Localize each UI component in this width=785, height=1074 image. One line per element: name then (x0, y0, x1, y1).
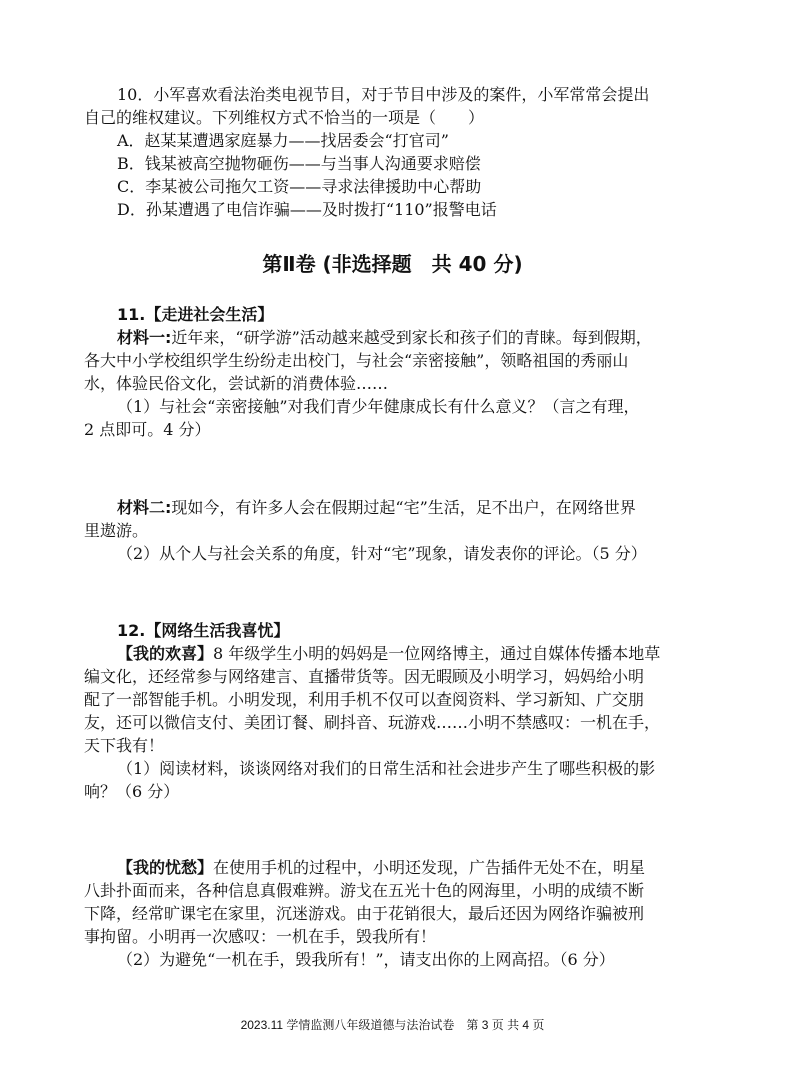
q12-joy-text: 8 年级学生小明的妈妈是一位网络博主，通过自媒体传播本地草 (213, 644, 661, 663)
q12-worry-line3: 下降，经常旷课宅在家里，沉迷游戏。由于花销很大，最后还因为网络诈骗被刑 (84, 904, 645, 923)
q11-sub2: （2）从个人与社会关系的角度，针对“宅”现象，请发表你的评论。（5 分） (117, 544, 647, 563)
q12-joy-line5: 天下我有！ (84, 736, 165, 755)
q11-material2-line1 (117, 497, 636, 519)
q10-option-a: A．赵某某遭遇家庭暴力——找居委会“打官司” (117, 131, 449, 150)
q12-joy-label: 【我的欢喜】 (117, 644, 214, 663)
q12-joy-line2: 编文化，还经常参与网络建言、直播带货等。因无暇顾及小明学习，妈妈给小明 (84, 667, 645, 686)
q11-material1-text: 近年来，“研学游”活动越来越受到家长和孩子们的青睐。每到假期， (171, 328, 652, 347)
q12-title: 12.【网络生活我喜忧】 (117, 621, 290, 640)
q10-option-c: C．李某被公司拖欠工资——寻求法律援助中心帮助 (117, 177, 482, 196)
q12-sub2: （2）为避免“一机在手，毁我所有！”，请支出你的上网高招。（6 分） (117, 950, 615, 969)
q12-worry-line2: 八卦扑面而来，各种信息真假难辨。游戈在五光十色的网海里，小明的成绩不断 (84, 881, 645, 900)
q11-material1-line1 (117, 327, 652, 349)
q12-sub1-line1: （1）阅读材料，谈谈网络对我们的日常生活和社会进步产生了哪些积极的影 (117, 759, 656, 778)
q11-material1-label: 材料一: (117, 328, 172, 347)
section-title: 第Ⅱ卷 (非选择题 共 40 分) (262, 252, 523, 276)
q12-worry-line1 (117, 857, 645, 879)
q12-worry-label: 【我的忧愁】 (117, 858, 214, 877)
q11-material2-label: 材料二: (117, 498, 172, 517)
page-footer: 2023.11 学情监测八年级道德与法治试卷 第 3 页 共 4 页 (240, 1018, 545, 1032)
q10-option-d: D．孙某遭遇了电信诈骗——及时拨打“110”报警电话 (117, 200, 497, 219)
q11-sub1-line2: 2 点即可。4 分） (84, 420, 211, 439)
q11-material1-line3: 水，体验民俗文化，尝试新的消费体验…… (84, 374, 389, 393)
q12-joy-line4: 友，还可以微信支付、美团订餐、刷抖音、玩游戏……小明不禁感叹：一机在手， (84, 713, 661, 732)
q11-sub1-line1: （1）与社会“亲密接触”对我们青少年健康成长有什么意义？（言之有理， (117, 397, 640, 416)
q11-material1-line2: 各大中小学校组织学生纷纷走出校门，与社会“亲密接触”，领略祖国的秀丽山 (84, 351, 629, 370)
q12-worry-text: 在使用手机的过程中，小明还发现，广告插件无处不在，明星 (213, 858, 646, 877)
q11-material2-text: 现如今，有许多人会在假期过起“宅”生活，足不出户，在网络世界 (171, 498, 636, 517)
q12-worry-line4: 事拘留。小明再一次感叹：一机在手，毁我所有！ (84, 927, 437, 946)
q11-title: 11.【走进社会生活】 (117, 305, 274, 324)
q12-joy-line1 (117, 643, 660, 665)
q12-sub1-line2: 响？（6 分） (84, 782, 180, 801)
q11-material2-line2: 里遨游。 (84, 521, 149, 540)
q12-joy-line3: 配了一部智能手机。小明发现，利用手机不仅可以查阅资料、学习新知、广交朋 (84, 690, 645, 709)
q10-stem-line2: 自己的维权建议。下列维权方式不恰当的一项是（ ） (84, 108, 485, 127)
q10-stem-line1: 10．小军喜欢看法治类电视节目，对于节目中涉及的案件，小军常常会提出 (117, 85, 650, 104)
q10-option-b: B．钱某被高空抛物砸伤——与当事人沟通要求赔偿 (117, 154, 481, 173)
